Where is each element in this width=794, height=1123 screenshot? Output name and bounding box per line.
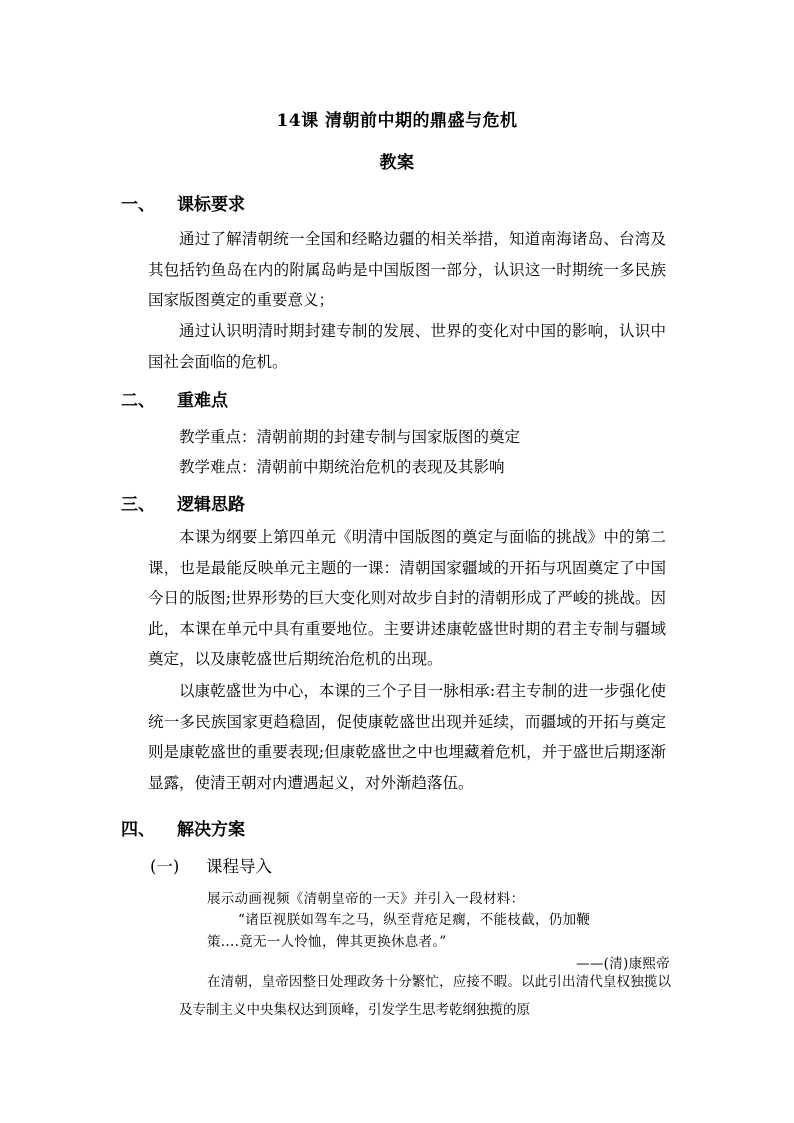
section-title: 解决方案 xyxy=(177,820,245,840)
section-number: 二、 xyxy=(121,391,155,411)
section-number: 四、 xyxy=(121,820,155,840)
logic-paragraph-2: 以康乾盛世为中心，本课的三个子目一脉相承:君主专制的进一步强化使统一多民族国家更趋稳固，促使康乾盛世出现并延续，而疆域的开拓与奠定则是康乾盛世的重要表现;但康乾盛世之中也埋藏着危机，并于盛世后期逐渐显露，使清王朝对内遭遇起义，对外渐趋落伍。 xyxy=(148,682,666,792)
section-heading-key-points xyxy=(121,386,228,411)
subsection-course-intro xyxy=(150,853,272,877)
lesson-title: 14课 清朝前中期的鼎盛与危机 xyxy=(276,111,518,131)
section-heading-solution xyxy=(121,815,245,840)
teaching-focus: 教学重点：清朝前期的封建专制与国家版图的奠定 xyxy=(179,428,521,446)
section-number: 三、 xyxy=(121,495,155,515)
subsection-title: 课程导入 xyxy=(206,857,272,876)
section-title: 课标要求 xyxy=(177,195,245,215)
logic-paragraph-1: 本课为纲要上第四单元《明清中国版图的奠定与面临的挑战》中的第二课，也是最能反映单元主题的一课：清朝国家疆域的开拓与巩固奠定了中国今日的版图;世界形势的巨大变化则对故步自封的清朝形成了严峻的挑战。因此，本课在单元中具有重要地位。主要讲述康乾盛世时期的君主专制与疆域奠定，以及康乾盛世后期统治危机的出现。 xyxy=(148,528,666,668)
quote-line-1: “诸臣视朕如驾车之马，纵至背疮足瘸，不能枝截，仍加鞭 xyxy=(238,912,591,928)
subsection-number: (一) xyxy=(150,857,180,876)
curriculum-paragraph-2: 通过认识明清时期封建专制的发展、世界的变化对中国的影响，认识中国社会面临的危机。 xyxy=(148,322,666,371)
teaching-difficulty: 教学难点：清朝前中期统治危机的表现及其影响 xyxy=(179,458,505,476)
section-number: 一、 xyxy=(121,195,155,215)
quote-attribution: ——(清)康熙帝 xyxy=(576,956,670,972)
section-title: 重难点 xyxy=(177,391,228,411)
section-heading-logic xyxy=(121,490,245,515)
intro-explanation: 在清朝，皇帝因整日处理政务十分繁忙，应接不暇。以此引出清代皇权独揽以及专制主义中央集权达到顶峰，引发学生思考乾纲独揽的原 xyxy=(179,974,671,1018)
section-title: 逻辑思路 xyxy=(177,495,245,515)
quote-line-2: 策....竟无一人怜恤，俾其更换休息者。” xyxy=(207,934,447,950)
section-heading-curriculum xyxy=(121,190,245,215)
intro-line: 展示动画视频《清朝皇帝的一天》并引入一段材料： xyxy=(207,891,525,907)
lesson-subtitle: 教案 xyxy=(379,153,415,173)
curriculum-paragraph-1: 通过了解清朝统一全国和经略边疆的相关举措，知道南海诸岛、台湾及其包括钓鱼岛在内的附属岛屿是中国版图一部分，认识这一时期统一多民族国家版图奠定的重要意义； xyxy=(148,230,666,309)
